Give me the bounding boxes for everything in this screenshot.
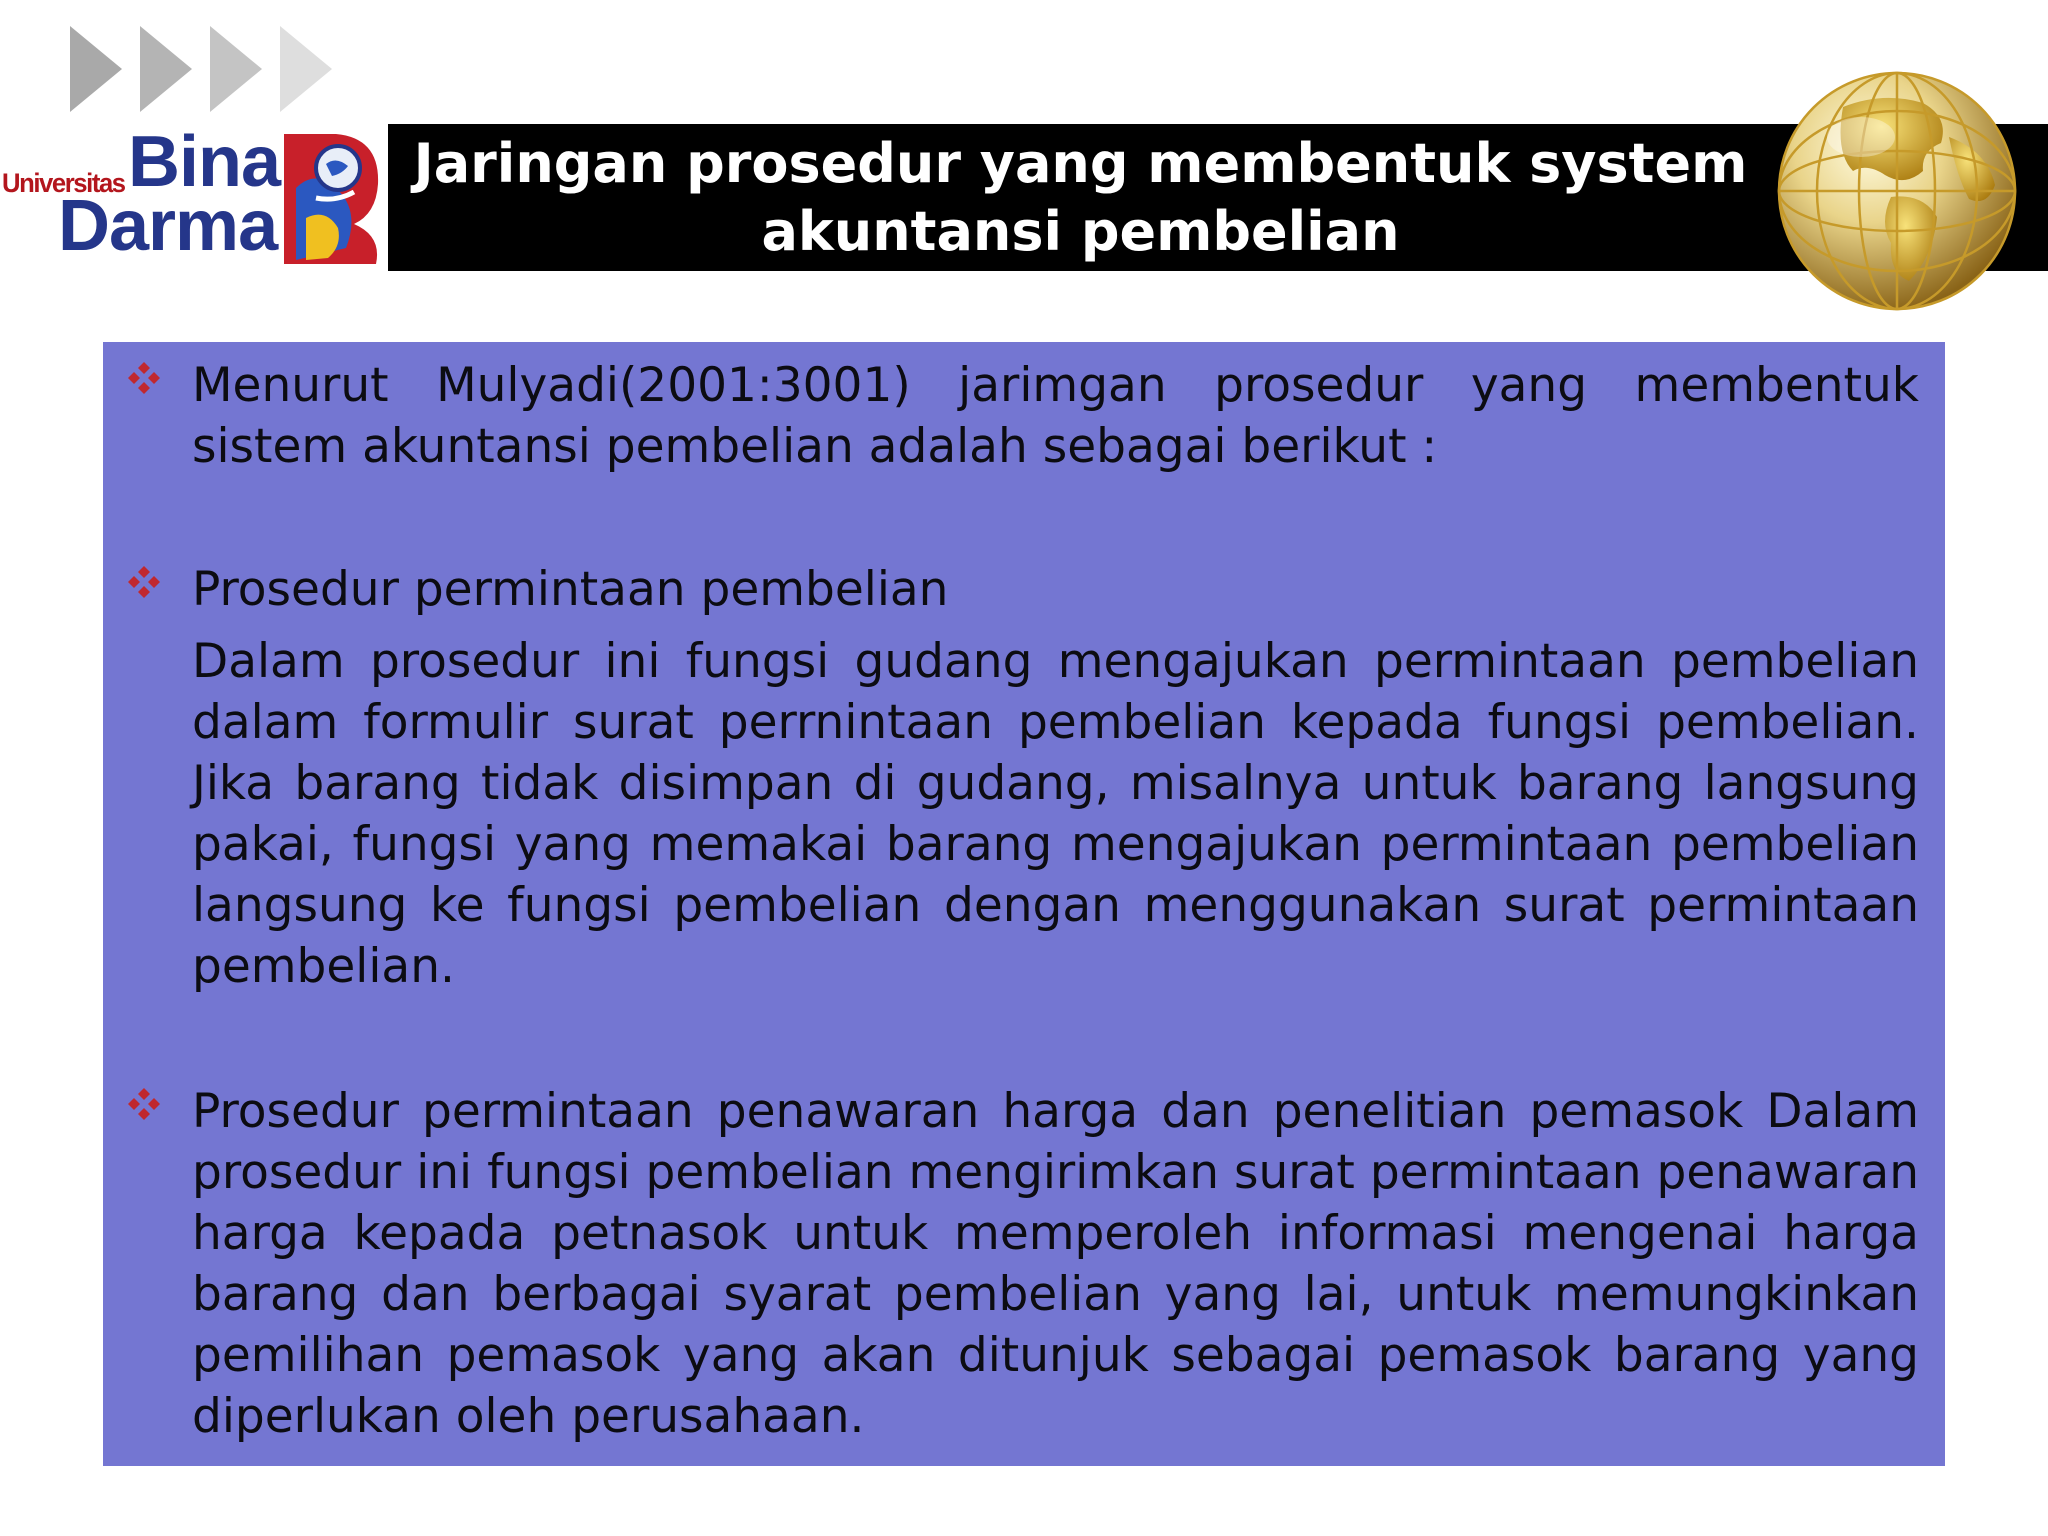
bullet-item-detail: Dalam prosedur ini fungsi gudang mengajukan permintaan pembelian dalam formulir surat perrnintaan pembelian kepada fungsi pembelian. Jika barang tidak disimpan di gudang, misalnya untuk barang langsung pakai, fungsi yang memakai barang mengajukan permintaan pembelian langsung ke fungsi pembelian dengan menggunakan surat permintaan pembelian. [192,634,1919,994]
diamond-cluster-icon [124,1084,164,1124]
globe-icon [1773,67,2021,315]
logo-bina-text: Bina [128,122,281,202]
arrow-right-icon [140,26,192,112]
logo-darma-text: Darma [58,186,278,266]
decorative-arrows [70,26,332,112]
slide-title-line-1: Jaringan prosedur yang membentuk system [413,131,1748,195]
bullet-item-supplier: Prosedur permintaan penawaran harga dan penelitian pemasok Dalam prosedur ini fungsi pembelian mengirimkan surat permintaan penawaran harga kepada petnasok untuk memperoleh informasi mengenai harga barang dan berbagai syarat pembelian yang lai, untuk memungkinkan pemilihan pemasok yang akan ditunjuk sebagai pemasok barang yang diperlukan oleh perusahaan. [192,1084,1919,1444]
bullet-item-heading: Prosedur permintaan pembelian [192,562,949,617]
arrow-right-icon [70,26,122,112]
arrow-right-icon [280,26,332,112]
arrow-right-icon [210,26,262,112]
slide-title-line-2: akuntansi pembelian [761,199,1400,263]
university-logo [0,120,385,270]
logo-universitas-text: Universitas [2,168,125,198]
diamond-cluster-icon [124,358,164,398]
diamond-cluster-icon [124,562,164,602]
logo-emblem-icon [276,128,384,268]
slide-title [388,124,1773,271]
bullet-item-intro: Menurut Mulyadi(2001:3001) jarimgan prosedur yang membentuk sistem akuntansi pembelian adalah sebagai berikut : [192,358,1919,474]
